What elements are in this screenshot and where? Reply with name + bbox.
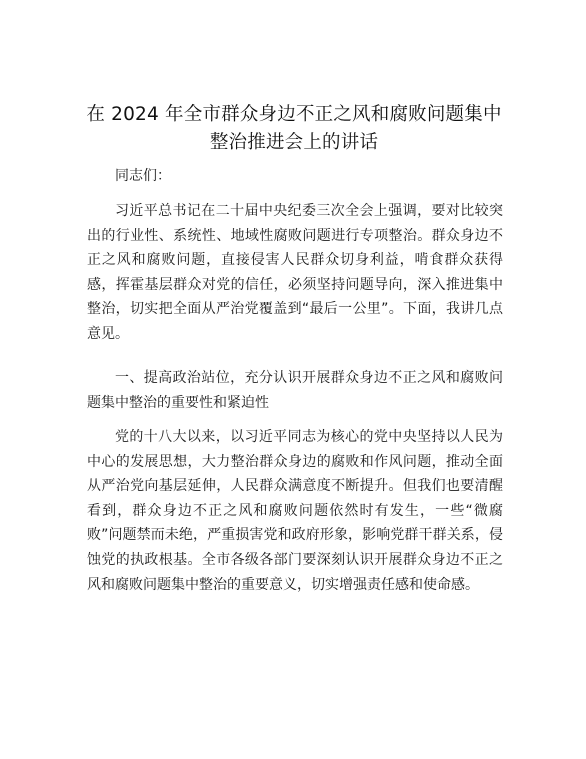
section-heading-1: 一、提高政治站位，充分认识开展群众身边不正之风和腐败问题集中整治的重要性和紧迫性 — [87, 370, 503, 411]
document-title: 在 2024 年全市群众身边不正之风和腐败问题集中整治推进会上的讲话 — [86, 104, 502, 153]
salutation: 同志们： — [115, 168, 171, 184]
paragraph-intro: 习近平总书记在二十届中央纪委三次全会上强调，要对比较突出的行业性、系统性、地域性腐败问题进行专项整治。群众身边不正之风和腐败问题，直接侵害人民群众切身利益，啃食群众获得感，挥霍基层群众对党的信任，必须坚持问题导向，深入推进集中整治，切实把全面从严治党覆盖到“最后一公里”。下面，我讲几点意见。 — [87, 203, 503, 342]
paragraph-section-1: 党的十八大以来，以习近平同志为核心的党中央坚持以人民为中心的发展思想，大力整治群众身边的腐败和作风问题，推动全面从严治党向基层延伸，人民群众满意度不断提升。但我们也要清醒看到，群众身边不正之风和腐败问题依然时有发生，一些“微腐败”问题禁而未绝，严重损害党和政府形象，影响党群干群关系，侵蚀党的执政根基。全市各级各部门要深刻认识开展群众身边不正之风和腐败问题集中整治的重要意义，切实增强责任感和使命感。 — [87, 429, 503, 593]
